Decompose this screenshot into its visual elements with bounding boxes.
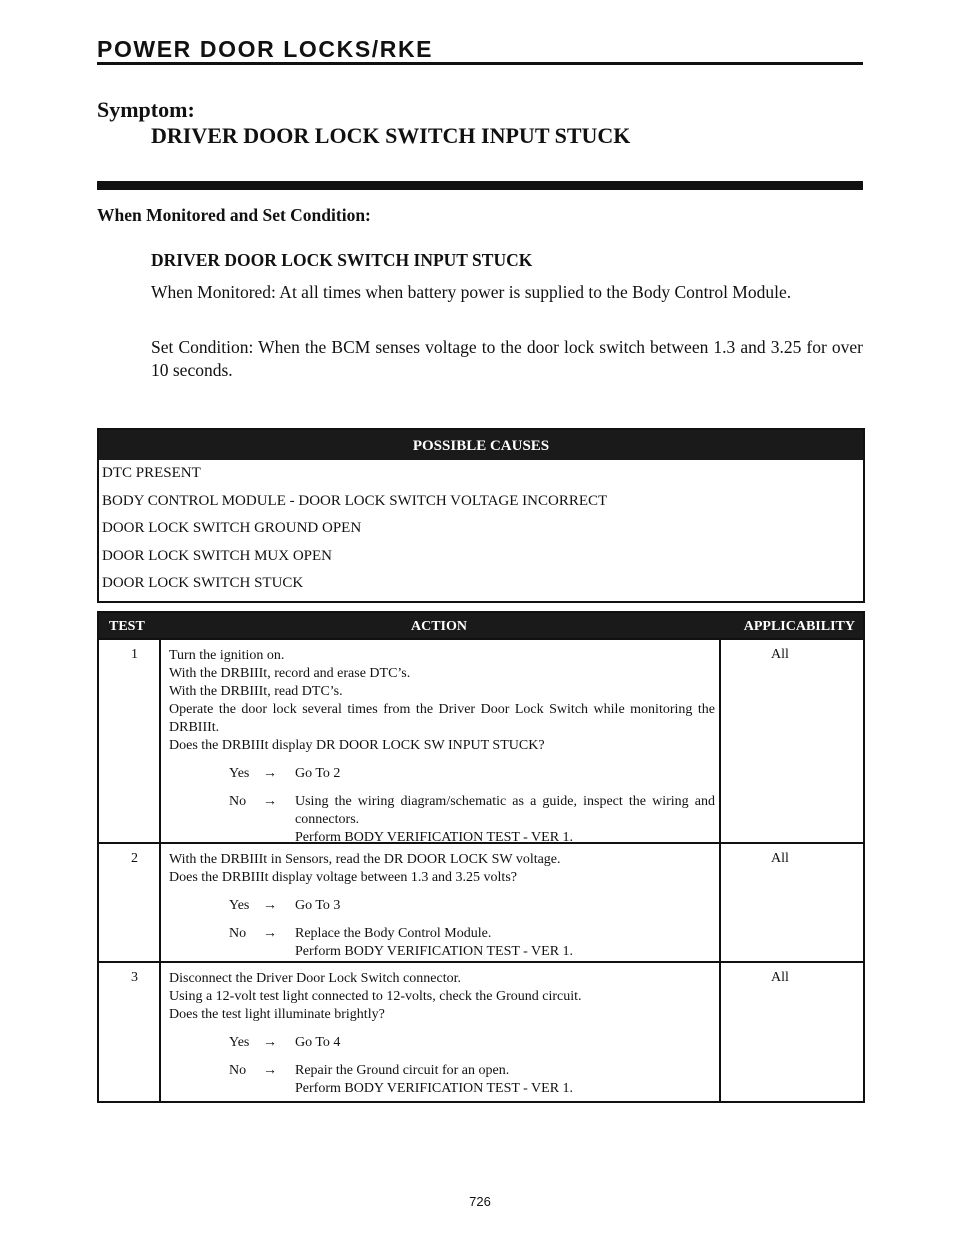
action-line: Disconnect the Driver Door Lock Switch connector. [169, 971, 461, 986]
test-number: 3 [131, 970, 138, 985]
when-monitored-text: When Monitored: At all times when battery power is supplied to the Body Control Module. [151, 282, 792, 302]
page-number: 726 [469, 1194, 491, 1209]
no-answer [169, 925, 715, 961]
no-text-line: Using the wiring diagram/schematic as a guide, inspect the wiring and connectors. [295, 794, 715, 827]
test-action [169, 647, 715, 847]
arrow-icon: → [263, 926, 277, 941]
arrow-icon: → [263, 794, 277, 809]
action-line: With the DRBIIIt in Sensors, read the DR DOOR LOCK SW voltage. [169, 852, 561, 867]
header-test: TEST [109, 619, 145, 634]
section-rule [97, 62, 863, 65]
test-applicability: All [771, 970, 789, 985]
test-action [169, 851, 715, 961]
action-line: With the DRBIIIt, record and erase DTC’s. [169, 666, 411, 681]
test-row [99, 638, 863, 845]
no-answer [169, 793, 715, 847]
yes-text: Go To 3 [295, 898, 341, 913]
no-label: No [229, 926, 247, 941]
cause-item: DOOR LOCK SWITCH STUCK [102, 575, 304, 592]
cause-item: BODY CONTROL MODULE - DOOR LOCK SWITCH VOLTAGE INCORRECT [102, 492, 608, 509]
cause-item: DTC PRESENT [102, 465, 201, 481]
arrow-icon: → [263, 766, 277, 781]
no-label: No [229, 794, 247, 809]
test-table [97, 611, 865, 1103]
possible-causes-box [97, 428, 865, 603]
no-answer [169, 1062, 715, 1098]
yes-label: Yes [229, 898, 250, 913]
yes-answer [169, 765, 715, 783]
section-title: POWER DOOR LOCKS/RKE [97, 36, 434, 62]
action-line: Operate the door lock several times from the Driver Door Lock Switch while monitoring the DRBIIIt. [169, 702, 715, 735]
action-line: Turn the ignition on. [169, 648, 285, 663]
monitored-heading: When Monitored and Set Condition: [97, 205, 371, 225]
test-applicability: All [771, 851, 789, 866]
action-line: Does the test light illuminate brightly? [169, 1007, 385, 1022]
yes-answer [169, 1034, 715, 1052]
test-table-header [99, 613, 863, 638]
no-text-line: Replace the Body Control Module. [295, 926, 492, 941]
no-text-line: Perform BODY VERIFICATION TEST - VER 1. [295, 1081, 574, 1096]
arrow-icon: → [263, 1063, 277, 1078]
possible-causes-heading: POSSIBLE CAUSES [99, 430, 863, 460]
test-number: 1 [131, 647, 138, 662]
yes-label: Yes [229, 1035, 250, 1050]
yes-text: Go To 4 [295, 1035, 341, 1050]
cause-item: DOOR LOCK SWITCH GROUND OPEN [102, 520, 362, 537]
test-action [169, 970, 715, 1098]
test-row [99, 961, 863, 1101]
divider-bar [97, 181, 863, 190]
yes-label: Yes [229, 766, 250, 781]
no-text [295, 793, 715, 847]
set-condition-text: Set Condition: When the BCM senses voltage to the door lock switch between 1.3 and 3.25 for over 10 seconds. [151, 337, 863, 380]
symptom-label: Symptom: [97, 97, 195, 122]
symptom-title: DRIVER DOOR LOCK SWITCH INPUT STUCK [151, 123, 631, 148]
action-line: With the DRBIIIt, read DTC’s. [169, 684, 343, 699]
no-text-line: Perform BODY VERIFICATION TEST - VER 1. [295, 830, 574, 845]
dtc-name: DRIVER DOOR LOCK SWITCH INPUT STUCK [151, 250, 533, 270]
no-text [295, 1062, 715, 1098]
no-text-line: Repair the Ground circuit for an open. [295, 1063, 510, 1078]
test-number: 2 [131, 851, 138, 866]
yes-answer [169, 897, 715, 915]
cause-item: DOOR LOCK SWITCH MUX OPEN [102, 547, 333, 564]
test-row [99, 842, 863, 961]
test-applicability: All [771, 647, 789, 662]
header-action: ACTION [411, 619, 468, 634]
yes-text: Go To 2 [295, 766, 341, 781]
action-line: Does the DRBIIIt display DR DOOR LOCK SW INPUT STUCK? [169, 738, 545, 753]
arrow-icon: → [263, 898, 277, 913]
arrow-icon: → [263, 1035, 277, 1050]
no-text-line: Perform BODY VERIFICATION TEST - VER 1. [295, 944, 574, 959]
action-line: Using a 12-volt test light connected to 12-volts, check the Ground circuit. [169, 989, 582, 1004]
no-label: No [229, 1063, 247, 1078]
header-applicability: APPLICABILITY [743, 619, 855, 634]
action-line: Does the DRBIIIt display voltage between 1.3 and 3.25 volts? [169, 870, 517, 885]
no-text [295, 925, 715, 961]
